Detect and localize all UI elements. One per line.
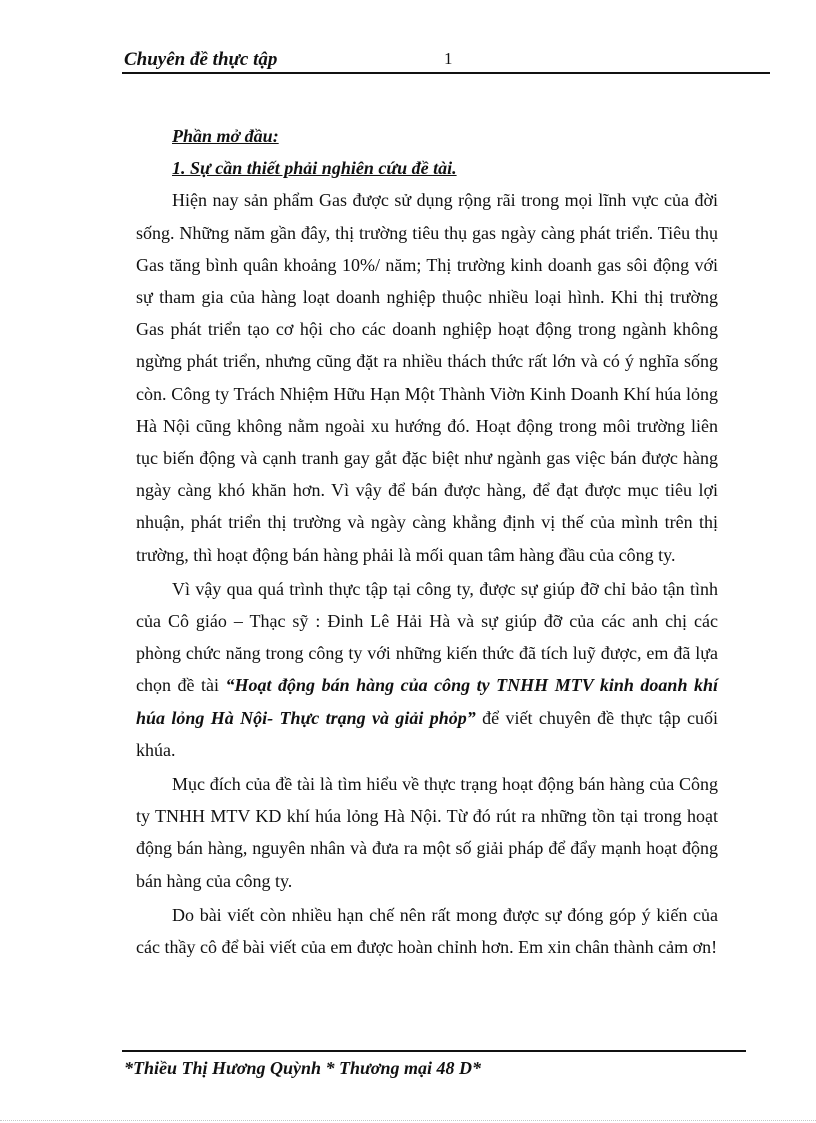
paragraph-2-after: để viết chuyên đề thực tập cuối khúa. bbox=[136, 707, 718, 760]
page-bottom-border bbox=[0, 1120, 816, 1121]
heading-section: 1. Sự cần thiết phải nghiên cứu đề tài. bbox=[172, 158, 457, 179]
document-body bbox=[136, 120, 718, 963]
paragraph-2 bbox=[136, 573, 718, 766]
paragraph-3: Mục đích của đề tài là tìm hiểu về thực trạng hoạt động bán hàng của Công ty TNHH MTV KD khí húa lỏng Hà Nội. Từ đó rút ra những tồn tại trong hoạt động bán hàng, nguyên nhân và đưa ra một số giải pháp để đẩy mạnh hoạt động bán hàng của công ty. bbox=[136, 774, 718, 891]
header-rule bbox=[122, 72, 770, 74]
header-title: Chuyên đề thực tập bbox=[124, 49, 278, 70]
page-number: 1 bbox=[444, 49, 453, 68]
heading-main: Phần mở đầu: bbox=[172, 126, 279, 146]
paragraph-4: Do bài viết còn nhiều hạn chế nên rất mong được sự đóng góp ý kiến của các thầy cô để bài viết của em được hoàn chỉnh hơn. Em xin chân thành cảm ơn! bbox=[136, 904, 718, 958]
footer-text: *Thiều Thị Hương Quỳnh * Thương mại 48 D* bbox=[124, 1058, 481, 1078]
thesis-title: “Hoạt động bán hàng của công ty TNHH MTV kinh doanh khí húa lỏng Hà Nội- Thực trạng và giải phỏp” bbox=[136, 675, 718, 728]
paragraph-2-before: Vì vậy qua quá trình thực tập tại công ty, được sự giúp đỡ chỉ bảo tận tình của Cô giáo – Thạc sỹ : Đinh Lê Hải Hà và sự giúp đỡ của các anh chị các phòng chức năng trong công ty với những kiến thức đã tích luỹ được, em đã lựa chọn đề tài bbox=[136, 578, 718, 696]
paragraph-1: Hiện nay sản phẩm Gas được sử dụng rộng rãi trong mọi lĩnh vực của đời sống. Những năm gần đây, thị trường tiêu thụ gas ngày càng phát triển. Tiêu thụ Gas tăng bình quân khoảng 10%/ năm; Thị trường kinh doanh gas sôi động với sự tham gia của hàng loạt doanh nghiệp thuộc nhiều loại hình. Khi thị trường Gas phát triển tạo cơ hội cho các doanh nghiệp hoạt động trong ngành không ngừng phát triển, nhưng cũng đặt ra nhiều thách thức rất lớn và có ý nghĩa sống còn. Công ty Trách Nhiệm Hữu Hạn Một Thành Viờn Kinh Doanh Khí húa lỏng Hà Nội cũng không nằm ngoài xu hướng đó. Hoạt động trong môi trường liên tục biến động và cạnh tranh gay gắt đặc biệt như ngành gas việc bán được hàng ngày càng khó khăn hơn. Vì vậy để bán được hàng, để đạt được mục tiêu lợi nhuận, phát triển thị trường và ngày càng khẳng định vị thế của mình trên thị trường, thì hoạt động bán hàng phải là mối quan tâm hàng đầu của công ty. bbox=[136, 190, 718, 565]
footer-rule bbox=[122, 1050, 746, 1052]
